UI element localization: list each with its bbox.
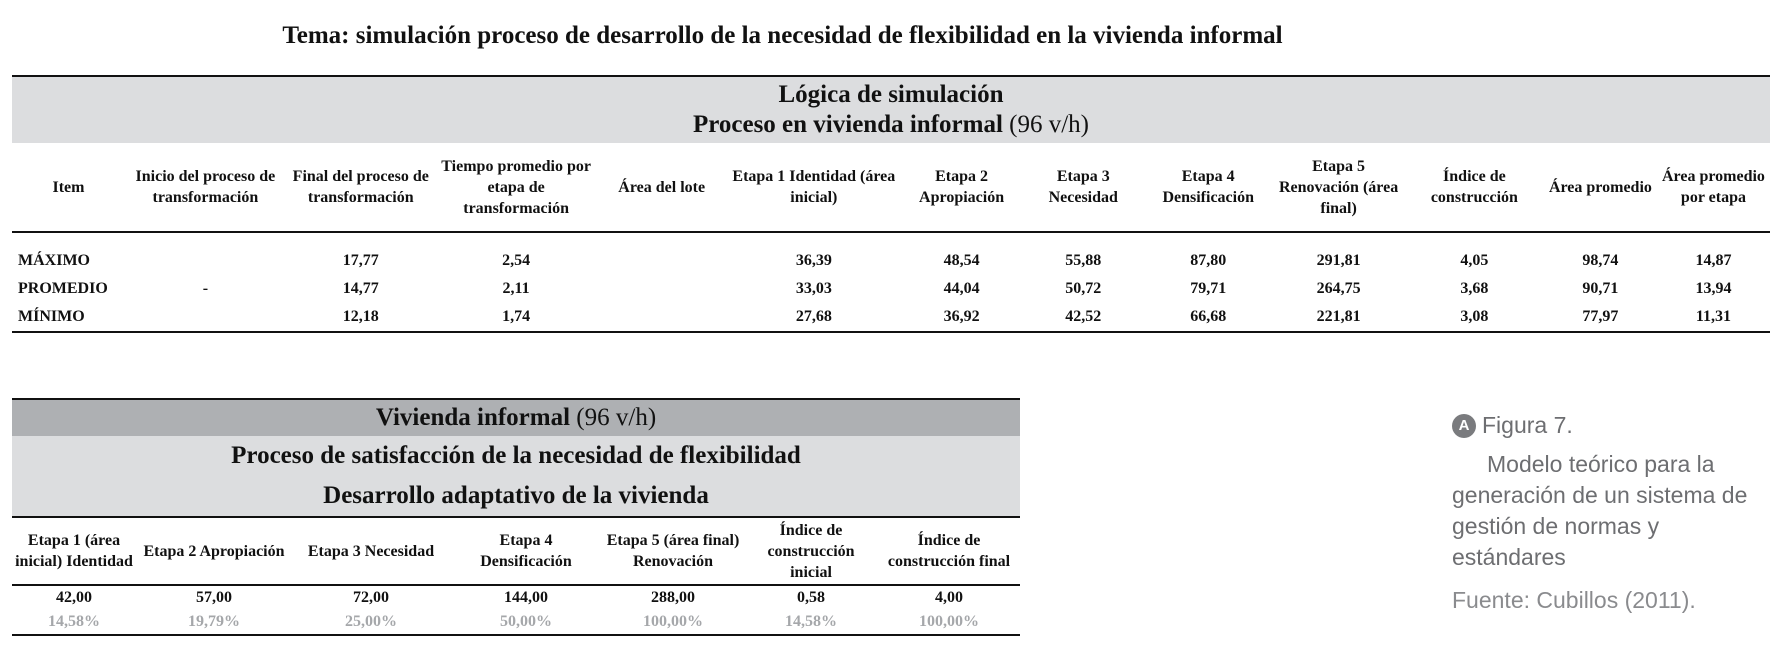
- percent-cell: 100,00%: [602, 610, 744, 635]
- table-cell: 14,77: [342, 280, 379, 297]
- table-cell: 27,68: [727, 303, 901, 332]
- row-label: MÍNIMO: [12, 303, 125, 332]
- column-header: Etapa 2 Apropiación: [136, 518, 292, 585]
- heading-density: (96 v/h): [576, 404, 657, 431]
- development-subtitle: Desarrollo adaptativo de la vivienda: [323, 482, 709, 509]
- column-header: Inicio del proceso de transformación: [125, 143, 286, 232]
- table-cell: 221,81: [1272, 303, 1405, 332]
- table-cell: 291,81: [1316, 252, 1361, 269]
- table-cell: [125, 303, 286, 332]
- percent-cell: 14,58%: [744, 610, 878, 635]
- percent-cell: 14,58%: [12, 610, 136, 635]
- percent-cell: 50,00%: [450, 610, 602, 635]
- values-row: [12, 585, 1020, 610]
- page-title: Tema: simulación proceso de desarrollo de la necesidad de flexibilidad en la vivienda informal: [282, 22, 1283, 49]
- column-header: Etapa 3 Necesidad: [1022, 143, 1144, 232]
- simulation-grid: [12, 143, 1770, 333]
- table-cell: 17,77: [342, 252, 379, 269]
- informal-housing-grid: [12, 518, 1020, 636]
- column-header: Etapa 2 Apropiación: [901, 143, 1023, 232]
- table-cell: [597, 303, 727, 332]
- table-cell: 50,72: [1065, 280, 1102, 297]
- table-cell: [597, 275, 727, 303]
- percent-cell: 100,00%: [878, 610, 1020, 635]
- simulation-table-heading: Lógica de simulación: [778, 81, 1004, 108]
- value-cell: 57,00: [196, 589, 232, 606]
- percent-cell: 25,00%: [292, 610, 450, 635]
- percent-row: [12, 610, 1020, 635]
- table-cell: 33,03: [795, 280, 832, 297]
- table-cell: 77,97: [1544, 303, 1657, 332]
- informal-housing-subheadings: [12, 436, 1020, 518]
- table-row: [12, 232, 1770, 275]
- table-cell: 55,88: [1065, 252, 1102, 269]
- column-header: Etapa 4 Densificación: [450, 518, 602, 585]
- table-cell: 12,18: [286, 303, 436, 332]
- value-cell: 42,00: [56, 589, 92, 606]
- percent-cell: 19,79%: [136, 610, 292, 635]
- table-cell: 11,31: [1657, 303, 1770, 332]
- process-subtitle: Proceso de satisfacción de la necesidad de flexibilidad: [231, 442, 801, 469]
- figure-caption: [1452, 410, 1752, 616]
- figure-source: Fuente: Cubillos (2011).: [1452, 587, 1696, 613]
- table-cell: 36,92: [901, 303, 1023, 332]
- table-cell: 42,52: [1022, 303, 1144, 332]
- table-cell: 44,04: [943, 280, 980, 297]
- value-cell: 144,00: [504, 589, 548, 606]
- column-header: Índice de construcción: [1405, 143, 1544, 232]
- subheading-density: (96 v/h): [1009, 111, 1090, 138]
- column-header: Tiempo promedio por etapa de transformación: [436, 143, 597, 232]
- figure-label-line: [1452, 410, 1752, 441]
- column-header: Etapa 4 Densificación: [1144, 143, 1272, 232]
- simulation-table-header: [12, 75, 1770, 143]
- column-header: Área promedio por etapa: [1657, 143, 1770, 232]
- figure-description: Modelo teórico para la generación de un sistema de gestión de normas y estándares: [1452, 451, 1748, 570]
- column-header: Área promedio: [1544, 143, 1657, 232]
- table-cell: 14,87: [1695, 252, 1732, 269]
- table-cell: 1,74: [436, 303, 597, 332]
- table-row: [12, 275, 1770, 303]
- subheading-text: Proceso en vivienda informal: [692, 111, 1003, 138]
- table-cell: 13,94: [1695, 280, 1732, 297]
- table-cell: 90,71: [1582, 280, 1619, 297]
- informal-housing-table: [12, 398, 1020, 636]
- informal-housing-heading: [12, 398, 1020, 436]
- simulation-table-subheading: [12, 110, 1770, 140]
- figure-number: Figura 7.: [1482, 412, 1573, 438]
- row-label: MÁXIMO: [18, 252, 90, 269]
- table-cell: 36,39: [795, 252, 832, 269]
- table-cell: 87,80: [1190, 252, 1227, 269]
- table-cell: 66,68: [1144, 303, 1272, 332]
- table-cell: [125, 232, 286, 275]
- table-cell: -: [202, 280, 209, 297]
- column-header: Índice de construcción final: [878, 518, 1020, 585]
- column-header: Índice de construcción inicial: [744, 518, 878, 585]
- column-header: Etapa 1 (área inicial) Identidad: [12, 518, 136, 585]
- table-cell: 3,68: [1460, 280, 1489, 297]
- heading-text: Vivienda informal: [375, 404, 571, 431]
- row-label: PROMEDIO: [18, 280, 108, 297]
- column-header: Item: [12, 143, 125, 232]
- table-cell: 2,54: [502, 252, 531, 269]
- simulation-table: [12, 75, 1770, 333]
- column-header: Etapa 5 (área final) Renovación: [602, 518, 744, 585]
- simulation-header-row: [12, 143, 1770, 232]
- table-cell: 3,08: [1405, 303, 1544, 332]
- table-row: [12, 303, 1770, 332]
- table-cell: 98,74: [1582, 252, 1619, 269]
- table-cell: 2,11: [502, 280, 530, 297]
- value-cell: 72,00: [353, 589, 389, 606]
- table-cell: 264,75: [1316, 280, 1361, 297]
- table-cell: 48,54: [943, 252, 980, 269]
- table-cell: 79,71: [1190, 280, 1227, 297]
- column-header: Etapa 1 Identidad (área inicial): [727, 143, 901, 232]
- table-cell: 4,05: [1460, 252, 1489, 269]
- value-cell: 288,00: [651, 589, 695, 606]
- column-header: Área del lote: [597, 143, 727, 232]
- informal-housing-header-row: [12, 518, 1020, 585]
- column-header: Etapa 3 Necesidad: [292, 518, 450, 585]
- column-header: Etapa 5 Renovación (área final): [1272, 143, 1405, 232]
- figure-badge-icon: A: [1452, 414, 1476, 438]
- value-cell: 4,00: [935, 589, 963, 606]
- table-cell: [597, 232, 727, 275]
- value-cell: 0,58: [797, 589, 825, 606]
- column-header: Final del proceso de transformación: [286, 143, 436, 232]
